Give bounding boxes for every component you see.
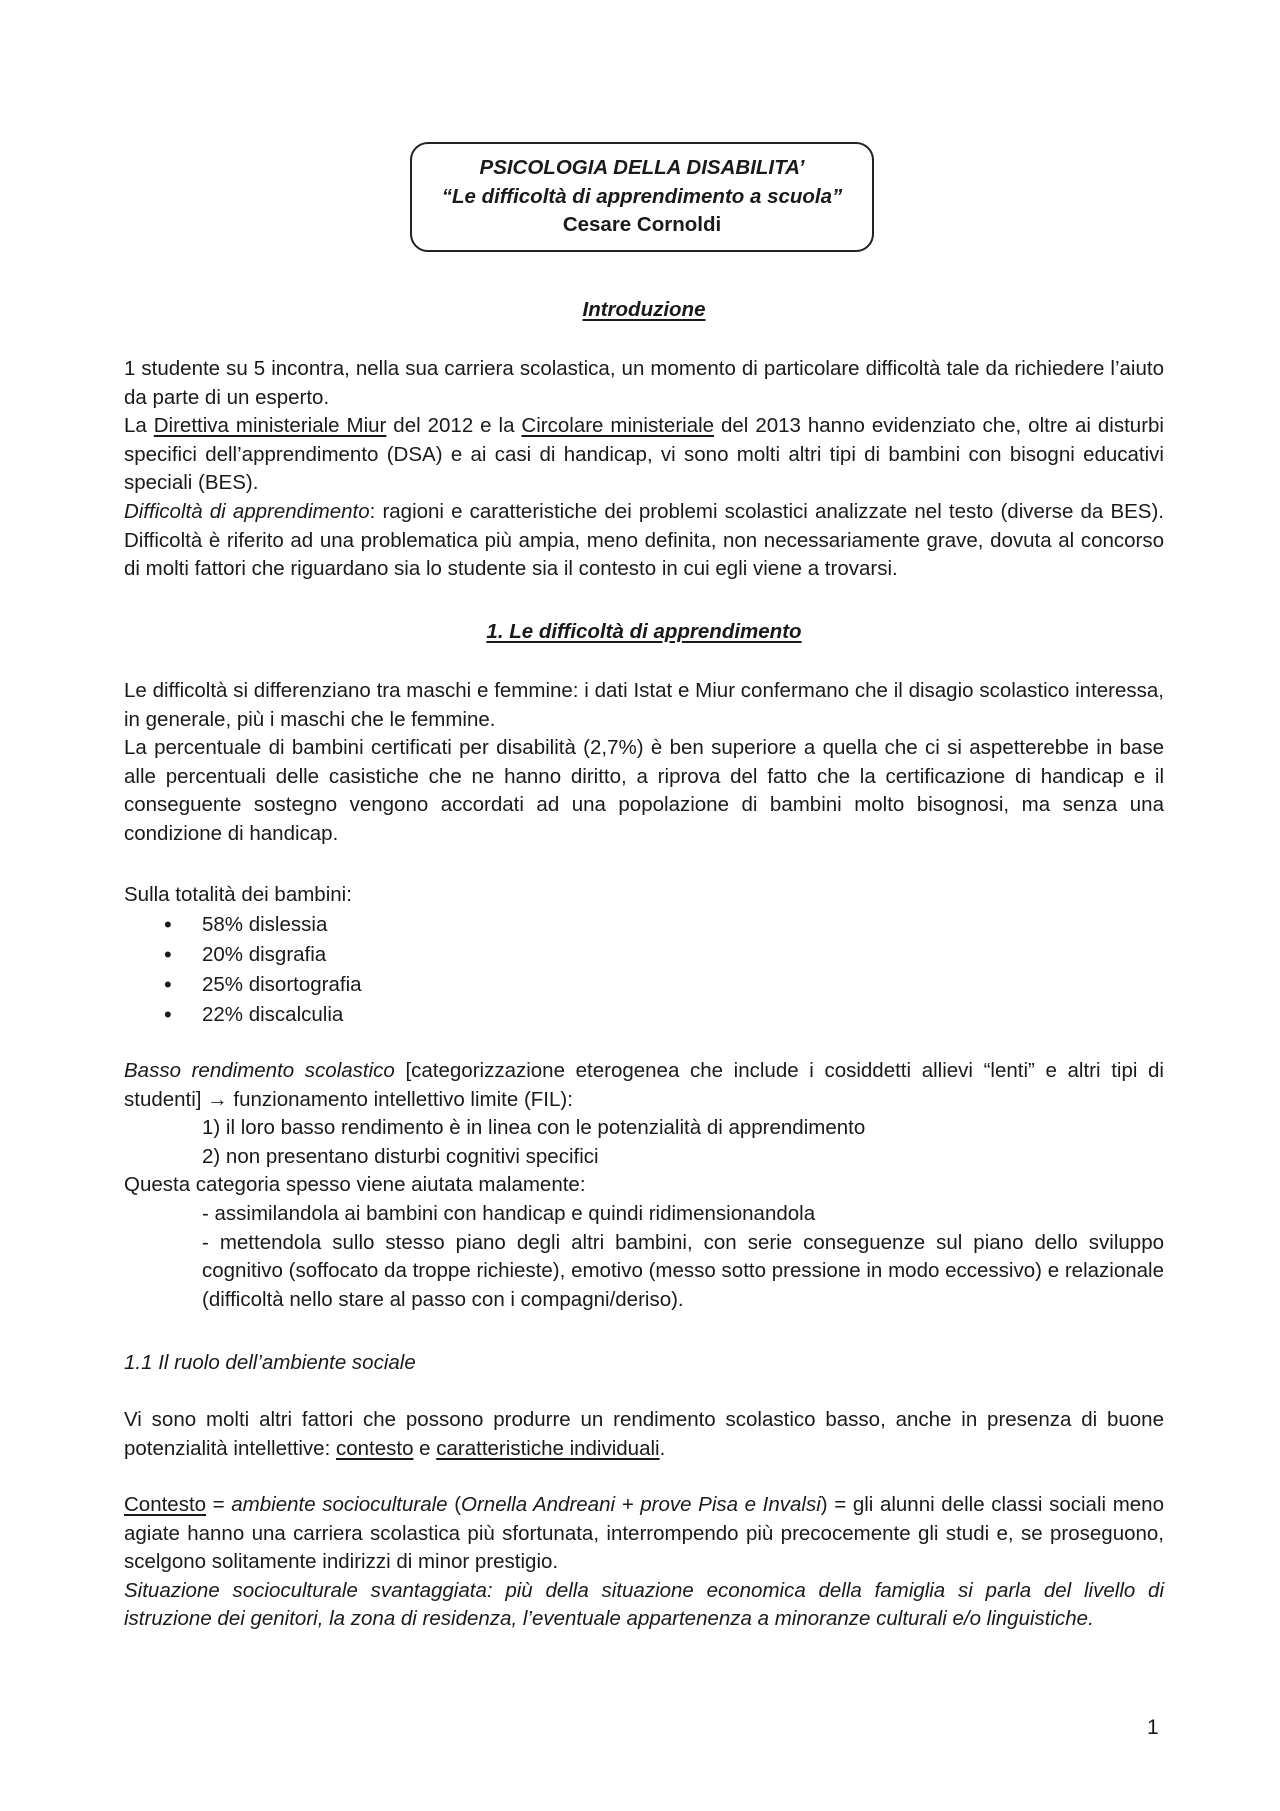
section-1-paragraph-2: La percentuale di bambini certificati per disabilità (2,7%) è ben superiore a quella che ci si aspetterebbe in base alle percentuali delle casistiche che ne hanno diritto, a riprova del fatto che la certificazione di handicap e il conseguente sostegno vengono accordati ad una popolazione di bambini molto bisognosi, ma senza una condizione di handicap. xyxy=(124,736,1164,845)
intro-heading: Introduzione xyxy=(582,298,706,321)
list-item: • 25% disortografia xyxy=(124,970,1164,1000)
dash-item-1: - assimilandola ai bambini con handicap e quindi ridimensionandola xyxy=(202,1201,816,1225)
intro-text xyxy=(124,355,1164,584)
arrow-icon: → xyxy=(207,1087,228,1111)
numbered-item-1: 1) il loro basso rendimento è in linea con le potenzialità di apprendimento xyxy=(202,1116,866,1140)
disadvantage-paragraph: Situazione socioculturale svantaggiata: più della situazione economica della famiglia si parla del livello di istruzione dei genitori, la zona di residenza, l’eventuale appartenenza a minoranze culturali e/o linguistiche. xyxy=(124,1578,1164,1631)
section-1-heading: 1. Le difficoltà di apprendimento xyxy=(486,620,802,643)
circular-link: Circolare ministeriale xyxy=(521,414,715,438)
statistics-list xyxy=(124,910,1164,1030)
category-paragraph: Questa categoria spesso viene aiutata malamente: xyxy=(124,1173,586,1197)
section-1-1-heading: 1.1 Il ruolo dell’ambiente sociale xyxy=(124,1351,416,1374)
list-item: • 58% dislessia xyxy=(124,910,1164,940)
intro-paragraph-2: La Direttiva ministeriale Miur del 2012 e la Circolare ministeriale del 2013 hanno evidenziato che, oltre ai disturbi specifici dell’apprendimento (DSA) e ai casi di handicap, vi sono molti altri tipi di bambini con bisogni educativi speciali (BES). xyxy=(124,414,1164,495)
statistics-block xyxy=(124,881,1164,1030)
numbered-item-2: 2) non presentano disturbi cognitivi specifici xyxy=(202,1144,599,1168)
list-item: • 20% disgrafia xyxy=(124,940,1164,970)
section-1-text xyxy=(124,677,1164,849)
context-block xyxy=(124,1491,1164,1634)
context-link: contesto xyxy=(335,1436,414,1460)
low-performance-block xyxy=(124,1057,1164,1314)
section-1-paragraph-1: Le difficoltà si differenziano tra maschi e femmine: i dati Istat e Miur confermano che il disagio scolastico interessa, in generale, più i maschi che le femmine. xyxy=(124,679,1164,731)
book-title: “Le difficoltà di apprendimento a scuola” xyxy=(441,184,843,208)
directive-link: Direttiva ministeriale Miur xyxy=(153,414,387,438)
social-factors-paragraph: Vi sono molti altri fattori che possono produrre un rendimento scolastico basso, anche in presenza di buone potenzialità intellettive: contesto e caratteristiche individuali. xyxy=(124,1408,1164,1460)
list-intro: Sulla totalità dei bambini: xyxy=(124,883,352,906)
dash-item-2: - mettendola sullo stesso piano degli altri bambini, con serie conseguenze sul piano dello sviluppo cognitivo (soffocato da troppe richieste), emotivo (messo sotto pressione in modo eccessivo) e relazionale (difficoltà nello stare al passo con i compagni/deriso). xyxy=(202,1230,1164,1311)
document-page xyxy=(124,0,1164,1811)
list-item: • 22% discalculia xyxy=(124,1000,1164,1030)
author-name: Cesare Cornoldi xyxy=(562,213,722,236)
intro-paragraph-3: Difficoltà di apprendimento: ragioni e caratteristiche dei problemi scolastici analizzate nel testo (diverse da BES). Difficoltà è riferito ad una problematica più ampia, meno definita, non necessariamente grave, dovuta al concorso di molti fattori che riguardano sia lo studente sia il contesto in cui egli viene a trovarsi. xyxy=(124,499,1165,581)
context-paragraph: Contesto = ambiente socioculturale (Ornella Andreani + prove Pisa e Invalsi) = gli alunni delle classi sociali meno agiate hanno una carriera scolastica più sfortunata, interrompendo più precocemente gli studi e, se proseguono, scelgono solitamente indirizzi di minor prestigio. xyxy=(124,1493,1164,1574)
page-number: 1 xyxy=(1147,1716,1159,1739)
intro-paragraph-1: 1 studente su 5 incontra, nella sua carriera scolastica, un momento di particolare difficoltà tale da richiedere l’aiuto da parte di un esperto. xyxy=(124,357,1164,409)
title-box xyxy=(410,142,874,252)
individual-characteristics-link: caratteristiche individuali xyxy=(436,1436,660,1460)
low-performance-paragraph: Basso rendimento scolastico [categorizzazione eterogenea che include i cosiddetti allievi “lenti” e altri tipi di studenti] → funzionamento intellettivo limite (FIL): xyxy=(124,1059,1164,1111)
course-title: PSICOLOGIA DELLA DISABILITA’ xyxy=(479,156,805,179)
